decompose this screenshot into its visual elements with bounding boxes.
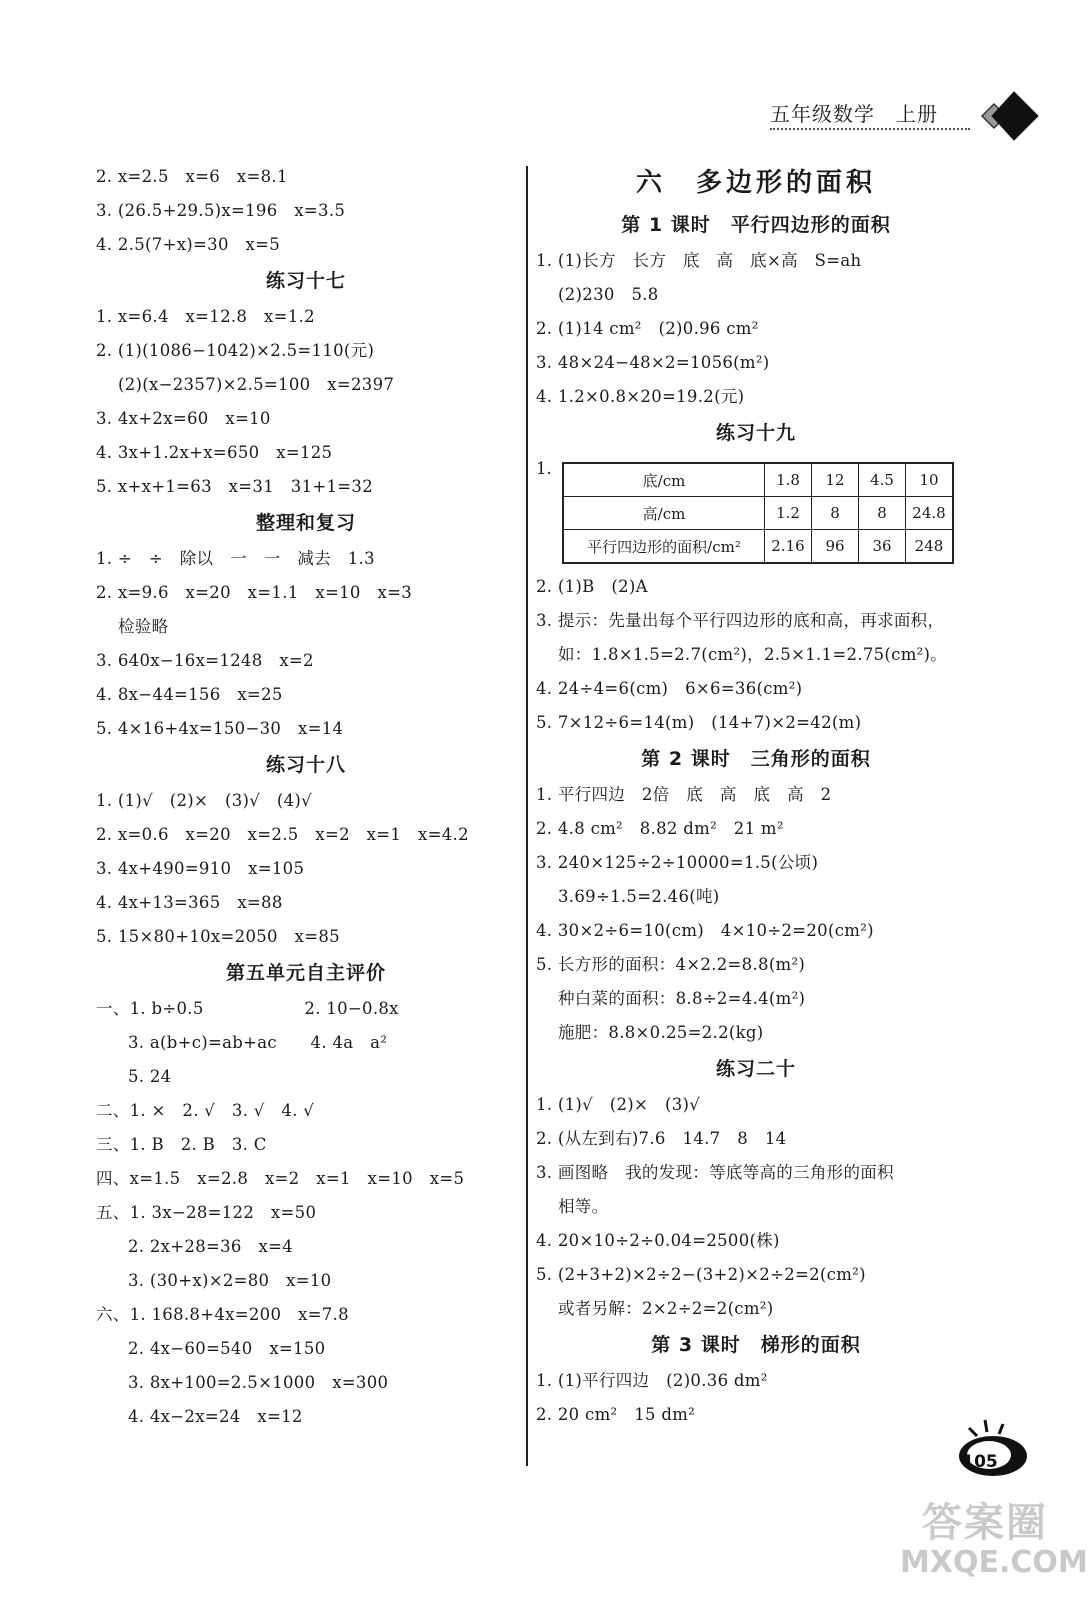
answer-line: 3. 画图略 我的发现：等底等高的三角形的面积 <box>536 1163 894 1182</box>
answer-line: 5. 24 <box>128 1067 172 1086</box>
table-cell: 36 <box>859 530 906 564</box>
answer-line: 二、1. × 2. √ 3. √ 4. √ <box>96 1101 315 1120</box>
answer-line: 施肥：8.8×0.25=2.2(kg) <box>558 1023 764 1042</box>
answer-line: 4. 30×2÷6=10(cm) 4×10÷2=20(cm²) <box>536 921 874 940</box>
chapter-title: 六 多边形的面积 <box>635 168 876 198</box>
table-row-header: 底/cm <box>563 463 765 497</box>
table-cell: 4.5 <box>859 463 906 497</box>
answer-line: 3. 提示：先量出每个平行四边形的底和高，再求面积， <box>536 611 945 630</box>
table-row <box>563 497 953 530</box>
section-heading: 练习二十 <box>715 1058 796 1080</box>
answer-line: (2)(x−2357)×2.5=100 x=2397 <box>118 375 395 394</box>
section-parallelogram <box>536 206 976 452</box>
watermark-url: MXQE.COM <box>900 1545 1088 1580</box>
answer-line: 3. 240×125÷2÷10000=1.5(公顷) <box>536 853 819 872</box>
table-row-header: 平行四边形的面积/cm² <box>563 530 765 564</box>
answer-line: 或者另解：2×2÷2=2(cm²) <box>558 1299 774 1318</box>
left-column <box>96 160 516 1434</box>
answer-line: 四、x=1.5 x=2.8 x=2 x=1 x=10 x=5 <box>96 1169 465 1188</box>
answer-line: 5. 7×12÷6=14(m) (14+7)×2=42(m) <box>536 713 862 732</box>
answer-line: 4. 1.2×0.8×20=19.2(元) <box>536 387 745 406</box>
answer-line: 3. 8x+100=2.5×1000 x=300 <box>128 1373 389 1392</box>
answer-line: 4. 3x+1.2x+x=650 x=125 <box>96 443 333 462</box>
answer-line: 2. 4x−60=540 x=150 <box>128 1339 326 1358</box>
table-cell: 96 <box>812 530 859 564</box>
section-heading: 第 1 课时 平行四边形的面积 <box>621 214 891 236</box>
answer-line: 三、1. B 2. B 3. C <box>96 1135 267 1154</box>
right-column <box>536 160 976 1432</box>
answer-line: 1. (1)长方 长方 底 高 底×高 S=ah <box>536 251 862 270</box>
area-table <box>562 462 954 564</box>
answer-line: 1. (1)平行四边 (2)0.36 dm² <box>536 1371 768 1390</box>
answer-line: 2. (1)B (2)A <box>536 577 648 596</box>
answer-line: 检验略 <box>118 617 169 636</box>
section-answers-cont <box>536 570 976 1432</box>
answer-line: 1. x=6.4 x=12.8 x=1.2 <box>96 307 315 326</box>
section-heading: 整理和复习 <box>255 512 356 534</box>
table-cell: 2.16 <box>765 530 812 564</box>
answer-line: 5. 4×16+4x=150−30 x=14 <box>96 719 344 738</box>
answer-line: 2. 4.8 cm² 8.82 dm² 21 m² <box>536 819 784 838</box>
table-cell: 10 <box>906 463 954 497</box>
table-cell: 1.8 <box>765 463 812 497</box>
answer-line: 4. 8x−44=156 x=25 <box>96 685 283 704</box>
table-cell: 24.8 <box>906 497 954 530</box>
answer-line: 5. (2+3+2)×2÷2−(3+2)×2÷2=2(cm²) <box>536 1265 866 1284</box>
answer-line: 4. 4x+13=365 x=88 <box>96 893 283 912</box>
answer-line: 2. 20 cm² 15 dm² <box>536 1405 696 1424</box>
answer-line: 5. x+x+1=63 x=31 31+1=32 <box>96 477 374 496</box>
table-question-number: 1. <box>536 459 552 478</box>
answer-line: 5. 15×80+10x=2050 x=85 <box>96 927 340 946</box>
table-row <box>563 530 953 564</box>
page-number: 105 <box>962 1452 998 1472</box>
answer-line: (2)230 5.8 <box>558 285 659 304</box>
answer-line: 2. (从左到右)7.6 14.7 8 14 <box>536 1129 787 1148</box>
watermark-logo <box>900 1500 1088 1580</box>
answer-line: 1. ÷ ÷ 除以 一 一 减去 1.3 <box>96 549 375 568</box>
table-row <box>563 463 953 497</box>
answer-line: 3. 640x−16x=1248 x=2 <box>96 651 314 670</box>
table-row-header: 高/cm <box>563 497 765 530</box>
answer-line: 3. a(b+c)=ab+ac 4. 4a a² <box>128 1033 388 1052</box>
answer-line: 1. (1)√ (2)× (3)√ <box>536 1095 701 1114</box>
table-cell: 248 <box>906 530 954 564</box>
table-cell: 12 <box>812 463 859 497</box>
section-heading: 练习十九 <box>715 422 796 444</box>
answer-line: 3. 4x+2x=60 x=10 <box>96 409 271 428</box>
answer-line: 六、1. 168.8+4x=200 x=7.8 <box>96 1305 349 1324</box>
exercise-table-block <box>536 452 976 570</box>
section-heading: 第 2 课时 三角形的面积 <box>641 748 871 770</box>
table-cell: 8 <box>859 497 906 530</box>
answer-line: 4. 20×10÷2÷0.04=2500(株) <box>536 1231 780 1250</box>
section-heading: 第五单元自主评价 <box>225 962 386 984</box>
watermark-text: 答案圈 <box>922 1500 1048 1546</box>
header-dotted-rule <box>770 128 970 130</box>
answer-line: 如：1.8×1.5=2.7(cm²)，2.5×1.1=2.75(cm²)。 <box>558 645 948 664</box>
table-cell: 1.2 <box>765 497 812 530</box>
answer-line: 5. 长方形的面积：4×2.2=8.8(m²) <box>536 955 806 974</box>
answer-line: 4. 2.5(7+x)=30 x=5 <box>96 235 281 254</box>
answer-line: 相等。 <box>558 1197 609 1216</box>
answer-line: 2. x=9.6 x=20 x=1.1 x=10 x=3 <box>96 583 413 602</box>
answer-line: 2. (1)14 cm² (2)0.96 cm² <box>536 319 759 338</box>
answer-line: 1. 平行四边 2倍 底 高 底 高 2 <box>536 785 832 804</box>
answer-line: 2. x=0.6 x=20 x=2.5 x=2 x=1 x=4.2 <box>96 825 469 844</box>
table-cell: 8 <box>812 497 859 530</box>
answer-line: 3. 48×24−48×2=1056(m²) <box>536 353 770 372</box>
answer-line: 3. 4x+490=910 x=105 <box>96 859 305 878</box>
answer-line: 五、1. 3x−28=122 x=50 <box>96 1203 317 1222</box>
answer-line: 4. 4x−2x=24 x=12 <box>128 1407 303 1426</box>
answer-line: 3. (26.5+29.5)x=196 x=3.5 <box>96 201 346 220</box>
section-heading: 练习十八 <box>265 754 346 776</box>
section-heading: 练习十七 <box>265 270 346 292</box>
header-diamond-icon <box>962 86 1040 146</box>
answer-line: 2. 2x+28=36 x=4 <box>128 1237 294 1256</box>
answer-line: 1. (1)√ (2)× (3)√ (4)√ <box>96 791 312 810</box>
book-header: 五年级数学 上册 <box>770 102 938 126</box>
answer-line: 种白菜的面积：8.8÷2=4.4(m²) <box>558 989 806 1008</box>
answer-line: 4. 24÷4=6(cm) 6×6=36(cm²) <box>536 679 803 698</box>
column-divider <box>526 166 528 1466</box>
answer-line: 3.69÷1.5=2.46(吨) <box>558 887 720 906</box>
answer-line: 一、1. b÷0.5 2. 10−0.8x <box>96 999 399 1018</box>
answer-line: 2. x=2.5 x=6 x=8.1 <box>96 167 288 186</box>
answer-line: 3. (30+x)×2=80 x=10 <box>128 1271 332 1290</box>
section-heading: 第 3 课时 梯形的面积 <box>651 1334 861 1356</box>
answer-line: 2. (1)(1086−1042)×2.5=110(元) <box>96 341 375 360</box>
